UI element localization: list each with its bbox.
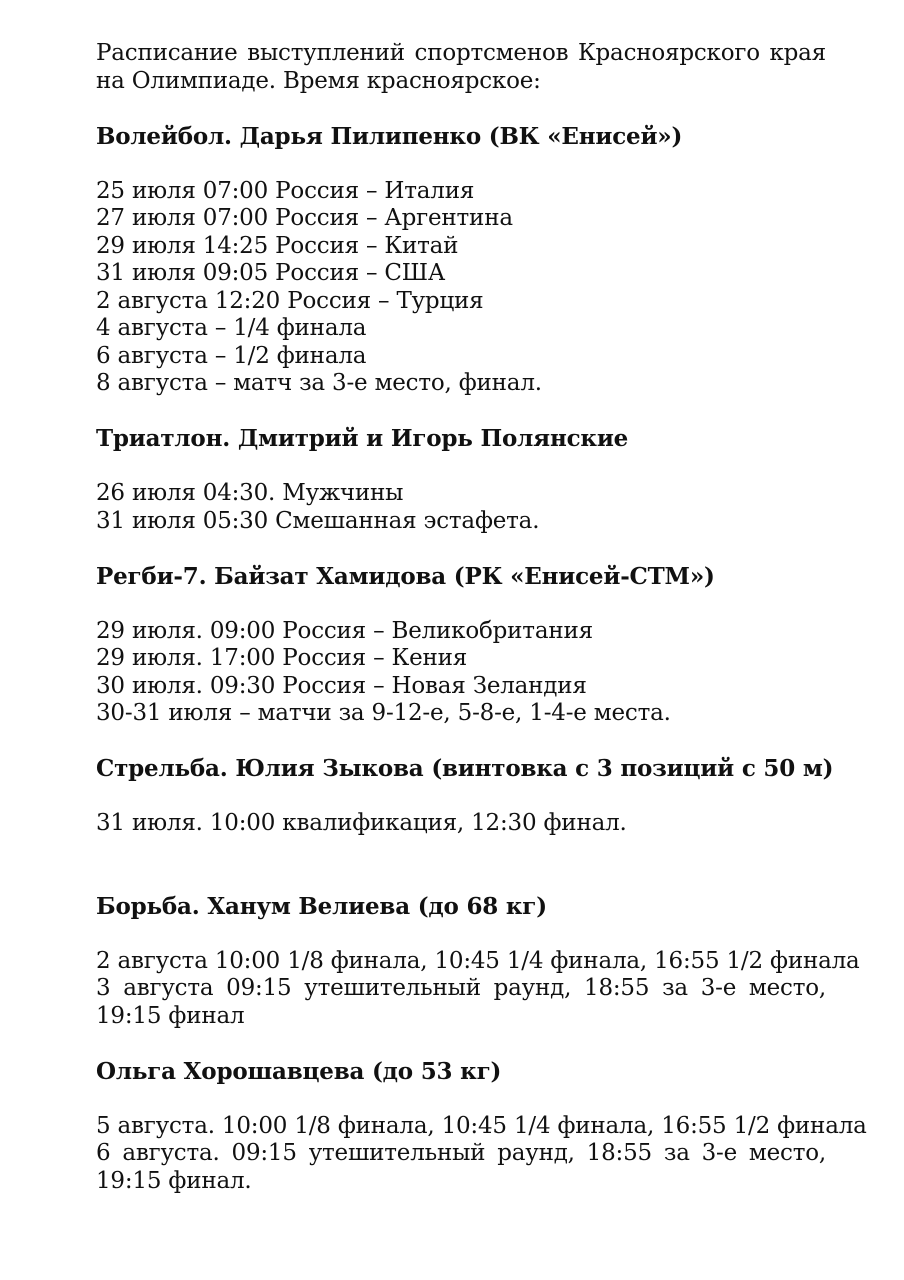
section-heading-wrestling: Борьба. Ханум Велиева (до 68 кг) [96,892,547,920]
section-heading-triathlon: Триатлон. Дмитрий и Игорь Полянские [96,425,629,452]
schedule-line: 2 августа 12:20 Россия – Турция [96,287,484,314]
section-heading-rugby: Регби-7. Байзат Хамидова (РК «Енисей-СТМ») [96,562,715,590]
schedule-line: 2 августа 10:00 1/8 финала, 10:45 1/4 финала, 16:55 1/2 финала [96,947,860,974]
schedule-line: 31 июля 05:30 Смешанная эстафета. [96,507,540,534]
intro-paragraph: Расписание выступлений спортсменов Красноярского края на Олимпиаде. Время красноярское: [96,40,826,94]
document-body [96,40,867,1195]
schedule-line: 6 августа. 09:15 утешительный раунд, 18:55 за 3-е место, 19:15 финал. [96,1140,826,1194]
schedule-line: 31 июля. 10:00 квалификация, 12:30 финал. [96,810,627,836]
schedule-line: 30 июля. 09:30 Россия – Новая Зеландия [96,672,587,699]
schedule-line: 26 июля 04:30. Мужчины [96,480,404,506]
schedule-line: 4 августа – 1/4 финала [96,315,367,341]
section-heading-volleyball: Волейбол. Дарья Пилипенко (ВК «Енисей») [96,122,683,150]
schedule-line: 29 июля 14:25 Россия – Китай [96,232,459,259]
schedule-line: 27 июля 07:00 Россия – Аргентина [96,205,513,231]
schedule-line: 5 августа. 10:00 1/8 финала, 10:45 1/4 финала, 16:55 1/2 финала [96,1112,867,1139]
schedule-line: 25 июля 07:00 Россия – Италия [96,177,475,204]
section-heading-shooting: Стрельба. Юлия Зыкова (винтовка с 3 позиций с 50 м) [96,755,834,782]
schedule-line: 29 июля. 17:00 Россия – Кения [96,645,468,671]
schedule-line: 8 августа – матч за 3-е место, финал. [96,370,542,396]
schedule-line: 30-31 июля – матчи за 9-12-е, 5-8-е, 1-4-е места. [96,700,671,726]
schedule-line: 6 августа – 1/2 финала [96,342,367,369]
schedule-line: 3 августа 09:15 утешительный раунд, 18:55 за 3-е место, 19:15 финал [96,975,826,1029]
schedule-line: 29 июля. 09:00 Россия – Великобритания [96,617,593,644]
section-heading-wrestling-53kg: Ольга Хорошавцева (до 53 кг) [96,1057,502,1085]
schedule-line: 31 июля 09:05 Россия – США [96,260,446,286]
